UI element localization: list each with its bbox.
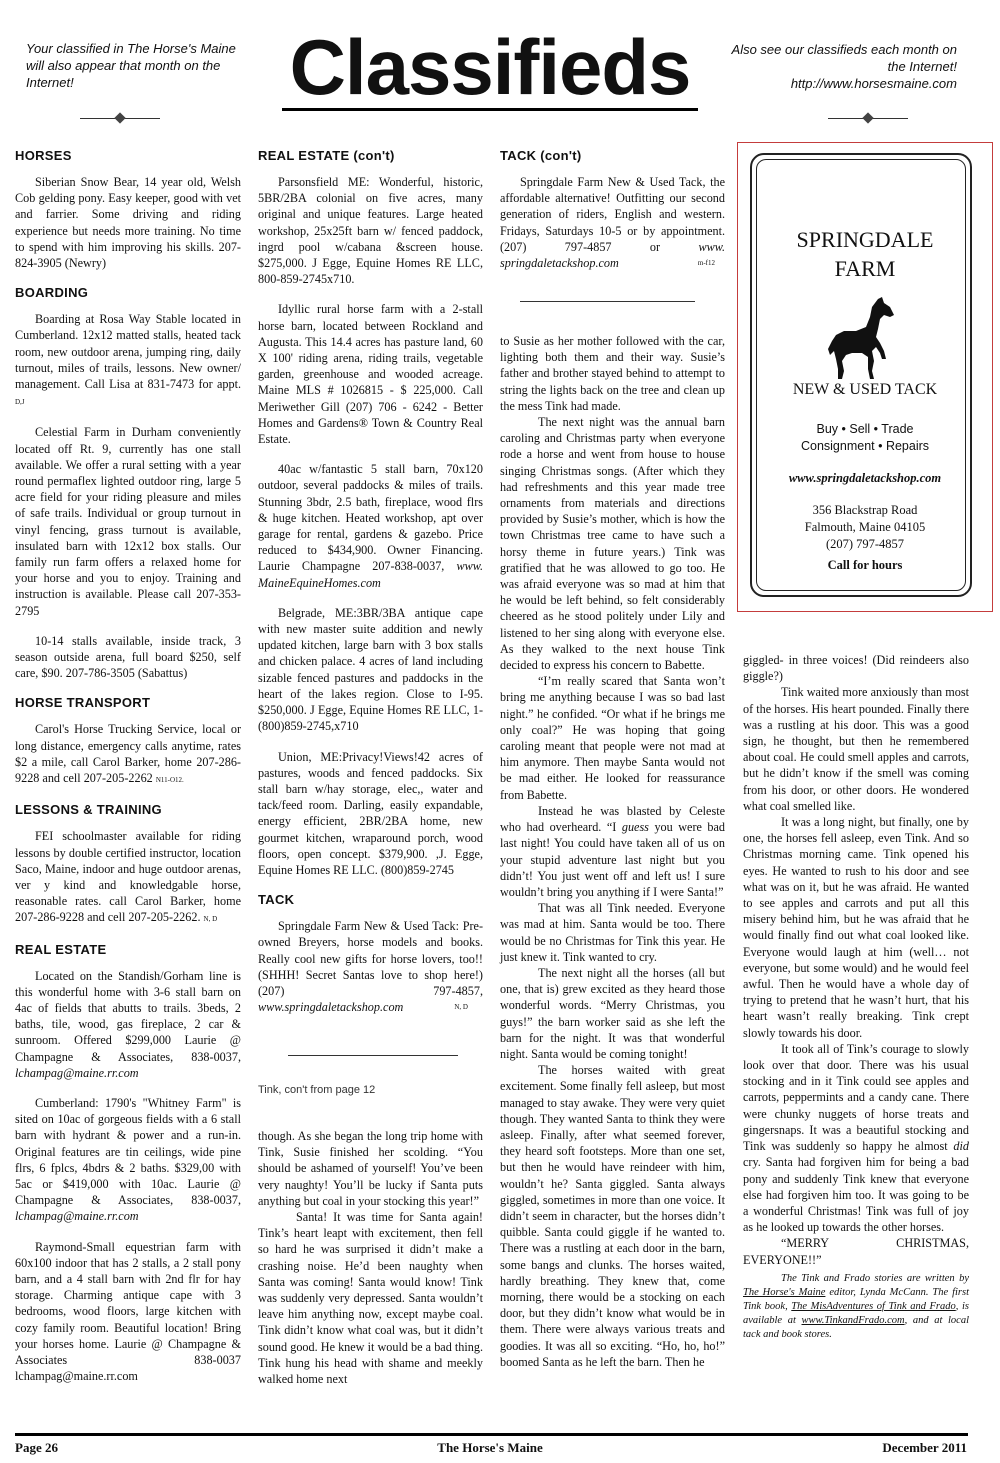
column-2 <box>258 148 483 1029</box>
classified-ad: Raymond-Small equestrian farm with 60x100 indoor that has 2 stalls, a 2 stall pony barn, and a 4 stall barn with 2nd flr for hay storage. Charming antique cape with 3 bedrooms, wood floors, large kitchen with cozy family room. Beautiful location! Bring your horses home. Laurie @ Champagne & Associates 838-0037 lchampag@maine.rr.com <box>15 1239 241 1384</box>
classified-ad <box>15 311 241 410</box>
ad-name-line-1: SPRINGDALE <box>796 227 934 252</box>
credit-website-link[interactable]: www.TinkandFrado.com <box>801 1314 905 1326</box>
story-paragraph: It was a long night, but finally, one by one, the horses fell asleep, even Tink. And so Christmas morning came. Tink opened his eyes. He wanted to rush to his door and see what was on it, but he was afraid. He wanted to see apples and carrots and put all this misery behind him, but he was afraid that he would finally find out what coal looked like. Everyone would laugh at him (well… not everyone, but some would) and he would feel awful. Then he would have a whole day of trying to pretend that he wasn’t hurt, that his heart wasn’t really breaking. Tink crept slowly towards his door. <box>743 815 969 1040</box>
section-heading-horses: HORSES <box>15 148 72 163</box>
story-paragraph: The next night was the annual barn caroling and Christmas party when everyone rode a horse and went from house to house singing Christmas songs. (After which they had refreshments and this year made tree ornaments from materials and directions provided by Susie’s mother, which is how the town Christmas tree came to have such a horsy theme in future years.) Tink was gratified that he was allowed to go too. He was afraid everyone was so mad at him that he would be left behind, so felt considerably cheered as he stood politely under Lily and listened to her sing along with everyone else. As they walked to the next house Tink decided to express his concern to Babette. <box>500 415 725 673</box>
springdale-farm-ad <box>737 142 993 612</box>
diamond-icon <box>862 112 873 123</box>
story-text: you were bad last night! You could have taken all of us on your stupid adventure last night but you didn’t! You just went off and left us! I sure wouldn’t bring you anything if I were Santa!” <box>500 820 726 899</box>
continuation-note: Tink, con't from page 12 <box>258 1084 376 1096</box>
divider-rule <box>520 301 695 302</box>
website-link[interactable]: www. springdaletackshop.com <box>500 239 726 271</box>
story-paragraph: giggled- in three voices! (Did reindeers also giggle?) <box>743 653 969 684</box>
footer-publication: The Horse's Maine <box>437 1440 543 1455</box>
section-heading-real-estate-cont: REAL ESTATE (con't) <box>258 148 395 163</box>
ad-code: N, D <box>203 915 218 924</box>
classified-ad <box>15 1095 241 1225</box>
classified-ad: Parsonsfield ME: Wonderful, historic, 5BR/2BA colonial on five acres, many original and unique features. Large heated workshop, 25x25ft barn w/ fenced paddock, ingrd pool w/cabana &screen house. $275,000. J Egge, Equine Homes RE LLC, 800-859-2745x710. <box>258 175 483 287</box>
classified-ad <box>258 461 483 591</box>
classified-ad: Idyllic rural horse farm with a 2-stall horse barn, located between Rockland and Augusta. This 14.4 acres has pasture land, 60 X 100' riding arena, riding trails, vegetable garden, greenhouse and wooded acreage. Maine MLS # 1026815 - $ 225,000. Call Meriwether Gill (207) 706 - 6242 - Better Homes and Gardens® Town & Country Real Estate. <box>258 302 483 447</box>
classified-ad: Belgrade, ME:3BR/3BA antique cape with new master suite addition and newly updated kitchen, large barn with 3 box stalls and chicken palace. 4 acres of land including sizable fenced pastures and paddocks in the heart of the lakes region. Close to I-95. $250,000. J Egge, Equine Homes RE LLC, 1-(800)859-2745,x710 <box>258 605 483 734</box>
section-heading-horse-transport: HORSE TRANSPORT <box>15 695 151 711</box>
story-column-b <box>500 333 725 1370</box>
ad-text: FEI schoolmaster available for riding lessons by double certified instructor, location Saco, Maine, indoor and huge outdoor arenas, ver y kind and knowledgable horse, reasonable rates. call Carol Barker, home 207-286-9228 and cell 207-205-2262. <box>15 829 241 925</box>
ad-address-1: 356 Blackstrap Road <box>812 503 918 517</box>
ad-call-for-hours: Call for hours <box>827 558 903 572</box>
header-right-note-text: Also see our classifieds each month on the Internet! <box>731 42 957 74</box>
ad-address-2: Falmouth, Maine 04105 <box>804 520 926 534</box>
story-paragraph: “MERRY CHRISTMAS, EVERYONE!!” <box>743 1236 969 1267</box>
story-paragraph: though. As she began the long trip home with Tink, Susie finished her scolding. “You should be ashamed of yourself! You’ve been very naughty! You’ll be lucky if Santa puts anything but coal in your stocking this year!” <box>258 1129 483 1208</box>
horse-silhouette-icon <box>826 295 904 383</box>
ad-text: 40ac w/fantastic 5 stall barn, 70x120 outdoor, several paddocks & miles of trails. Stunning 3bdr, 2.5 bath, fireplace, wood flrs & huge kitchen. Heated workshop, apt over garage for rental, gardens & gazebo. Price reduced to $434,900. Owner Financing. Laurie Champagne 207-838-0037, <box>258 462 483 574</box>
email-link[interactable]: lchampag@maine.rr.com <box>15 1209 139 1224</box>
ad-text: Cumberland: 1790's "Whitney Farm" is sited on 10ac of gorgeous fields with a 6 stall barn with hydrant & power and a run-in. Original features are tin ceilings, wide pine flrs, 6 fplcs, 4bdrs & 2 baths. $329,00 with 5ac or $419,000 with 10ac. Laurie @ Champagne & Associates, 838-0037, <box>15 1095 241 1208</box>
header-left-note: Your classified in The Horse's Maine will also appear that month on the Internet! <box>26 41 236 90</box>
story-text: Instead he was blasted by Celeste who had overheard. “I <box>500 803 725 835</box>
story-paragraph <box>743 1041 969 1235</box>
ad-phone: (207) 797-4857 <box>825 537 905 551</box>
ad-services-2: Consignment • Repairs <box>800 439 930 453</box>
website-link[interactable]: www.springdaletackshop.com <box>258 1000 404 1015</box>
column-1 <box>15 148 241 1398</box>
credit-text: The Tink and Frado stories are written by <box>781 1272 969 1284</box>
ad-code: m-f12 <box>697 259 715 268</box>
credit-book-title: The MisAdventures of Tink and Frado <box>791 1300 956 1312</box>
divider-rule <box>288 1055 458 1056</box>
ad-text: Springdale Farm New & Used Tack, the affordable alternative! Outfitting our second generation of riders, English and western. Fridays, Saturdays 10-5 or by appointment. (207) 797-4857 or <box>500 175 725 254</box>
website-link[interactable]: http://www.horsesmaine.com <box>790 76 957 91</box>
column-3 <box>500 148 725 285</box>
footer-page-number: Page 26 <box>15 1440 58 1455</box>
ad-text: Springdale Farm New & Used Tack: Pre-owned Breyers, horse models and books. Really cool new gifts for horse lovers, too!! (SHHH! Secret Santas love to shop here!) (207) 797-4857, <box>258 919 483 998</box>
ornament-divider-left <box>80 113 160 123</box>
credit-publication: The Horse's Maine <box>743 1286 826 1298</box>
email-link[interactable]: lchampag@maine.rr.com <box>15 1065 139 1080</box>
ad-name-line-2: FARM <box>834 256 896 281</box>
section-heading-tack: TACK <box>258 892 295 908</box>
story-paragraph: The next night all the horses (all but one, that is) grew excited as they heard those wonderful words. “Merry Christmas, you guys!” the barn worker said as she left the barn for the night. It was that wonderful night. Santa would be coming tonight! <box>500 965 725 1061</box>
story-paragraph: That was all Tink needed. Everyone was mad at him. Santa would be too. There would be no Christmas for Tink this year. He just knew it. Tink wanted to cry. <box>500 901 725 964</box>
classified-ad: Siberian Snow Bear, 14 year old, Welsh Cob gelding pony. Easy keeper, good with vet and farrier. Some driving and riding experience but needs more training. No time to spend with him improving his skills. 207-824-3905 (Newry) <box>15 175 241 271</box>
ad-text: Boarding at Rosa Way Stable located in Cumberland. 12x12 matted stalls, heated tack room, new outdoor arena, jumping ring, daily turnout, miles of trails, lessons. New owner/ management. Call Lisa at 831-7473 for appt. <box>15 312 241 392</box>
footer-rule <box>15 1433 968 1436</box>
ad-subtitle: NEW & USED TACK <box>792 381 938 398</box>
header-right-note <box>722 41 957 92</box>
ad-website-link[interactable]: www.springdaletackshop.com <box>788 471 942 485</box>
story-paragraph <box>500 803 725 900</box>
credit-text: , and at local tack and book stores. <box>743 1314 969 1340</box>
section-heading-lessons-training: LESSONS & TRAINING <box>15 802 162 818</box>
credit-text: , is available at <box>743 1300 969 1326</box>
section-heading-tack-cont: TACK (con't) <box>500 148 582 163</box>
classified-ad <box>500 174 725 271</box>
classified-ad: Celestial Farm in Durham conveniently located off Rt. 9, currently has one stall available. We offer a rural setting with a year round permaflex lighted outdoor ring, large 5 acre field for your riding pleasure and miles of safe trails. Individual or group turnout in vinyl fencing, grass turnout is available, insulated barn with 12x12 box stalls. Our family run farm offers a relaxed home for your horse and you to enjoy. Training and instruction is available. Please call 207-353-2795 <box>15 425 241 618</box>
page-title: Classifieds <box>282 26 698 111</box>
story-paragraph: to Susie as her mother followed with the car, lighting both them and their way. Susie’s father and brother stayed behind to attempt to string the lights back on the tree and clean up the mess Tink had made. <box>500 334 725 413</box>
ad-code: D,J <box>15 398 25 407</box>
classified-ad <box>15 721 241 788</box>
story-text: cry. Santa had forgiven him for being a bad pony and suddenly Tink knew that everyone else had forgiven him too. It was going to be a wonderful Christmas! Tink was full of joy as he looked up towards the other horses. <box>743 1155 969 1235</box>
classified-ad: 10-14 stalls available, inside track, 3 season outside arena, full board $250, self care, $90. 207-786-3505 (Sabattus) <box>15 633 241 681</box>
section-heading-boarding: BOARDING <box>15 285 89 301</box>
story-paragraph: The horses waited with great excitement. Some finally fell asleep, but most managed to stay awake. They were very quiet though. They wanted Santa to think they were asleep. Finally, after what seemed forever, they heard soft footsteps. More than one set, but then he would have reindeer with him, wouldn’t he? Santa giggled. Santa always giggled, sometimes in more than one voice. It didn’t seem in character, but the horses didn’t quibble. Santa could giggle if he wanted to. There was a rustling at each door in the barn, some bangs and clunks. The horses waited, hardly breathing. They knew that, come morning, there would be a stocking on each door, but they didn’t know what would be in them. There were always various treats and goodies. It was all so exciting. “Ho, ho, ho!” boomed Santa as he left the barn. Then he <box>500 1063 725 1369</box>
story-column-c <box>743 652 969 1342</box>
story-text: It took all of Tink’s courage to slowly look over that door. There was his usual stocking and in it Tink could see apples and carrots, peppermints and a candy cane. There were chunky nuggets of horse treats and gingersnaps. It was a beautiful stocking and Tink was suddenly so happy he almost <box>743 1041 969 1154</box>
diamond-icon <box>114 112 125 123</box>
ad-text: Carol's Horse Trucking Service, local or long distance, emergency calls anytime, rates $2 a mile, call Carol Barker, home 207-286-9228 and cell 207-205-2262 <box>15 722 241 786</box>
ad-code: N11-O12. <box>155 776 184 785</box>
author-credit <box>743 1272 969 1342</box>
story-paragraph: Santa! It was time for Santa again! Tink’s heart leapt with excitement, then fell so hard he was surprised it didn’t make a crashing noise. He’d been naughty when Santa was coming! Santa would know! Tink was suddenly very depressed. Santa wouldn’t leave him anything now, except maybe coal. Tink didn’t know what coal was, but it didn’t sound good. He knew it would be a bad thing. Tink hung his head with shame and meekly walked home next <box>258 1210 483 1387</box>
classified-ad <box>15 968 241 1081</box>
website-link[interactable]: www. MaineEquineHomes.com <box>258 559 484 590</box>
section-heading-real-estate: REAL ESTATE <box>15 941 107 957</box>
story-column-a <box>258 1128 483 1387</box>
story-paragraph: Tink waited more anxiously than most of the horses. His heart pounded. Finally there was a rustling at his door. This was a good sign, he thought, but then he remembered about coal. He could smell apples and carrots, but he didn’t know if the smell was coming from his door, or other doors. He wondered what coal smelled like. <box>743 685 969 813</box>
story-emphasis: did <box>953 1139 969 1154</box>
ad-code: N, D <box>454 1003 468 1012</box>
story-emphasis: guess <box>621 820 649 835</box>
ad-text: Located on the Standish/Gorham line is this wonderful home with 3-6 stall barn on 4ac of fields that abutts to trails. 3beds, 2 baths, tile, wood, gas fireplace, 2 car & sunroom. Offered $299,000 Laurie @ Champagne & Associates, 838-0037, <box>15 968 241 1064</box>
classified-ad: Union, ME:Privacy!Views!42 acres of pastures, woods and fenced paddocks. Six stall barn w/hay storage, elec,, water and tack/feed room. Darling, easily expandable, energy efficient, 2BR/2BA home, new gourmet kitchen, wraparound porch, wood floors, open concept. $379,900. ,J. Egge, Equine Homes RE LLC. (800)859-2745 <box>258 749 483 877</box>
story-paragraph: “I’m really scared that Santa won’t bring me anything because I was so bad last night.” he confided. “Or what if he brings me only coal?” He was hoping that going caroling meant that people were not mad at him anymore. Then maybe Santa would not be mad either. He looked for reassurance from Babette. <box>500 674 725 802</box>
credit-text: editor, Lynda McCann. The first Tink book, <box>743 1286 969 1312</box>
classified-ad <box>258 918 483 1015</box>
ad-services-1: Buy • Sell • Trade <box>816 422 914 436</box>
footer-date: December 2011 <box>882 1440 967 1455</box>
ornament-divider-right <box>828 113 908 123</box>
classified-ad <box>15 828 241 927</box>
